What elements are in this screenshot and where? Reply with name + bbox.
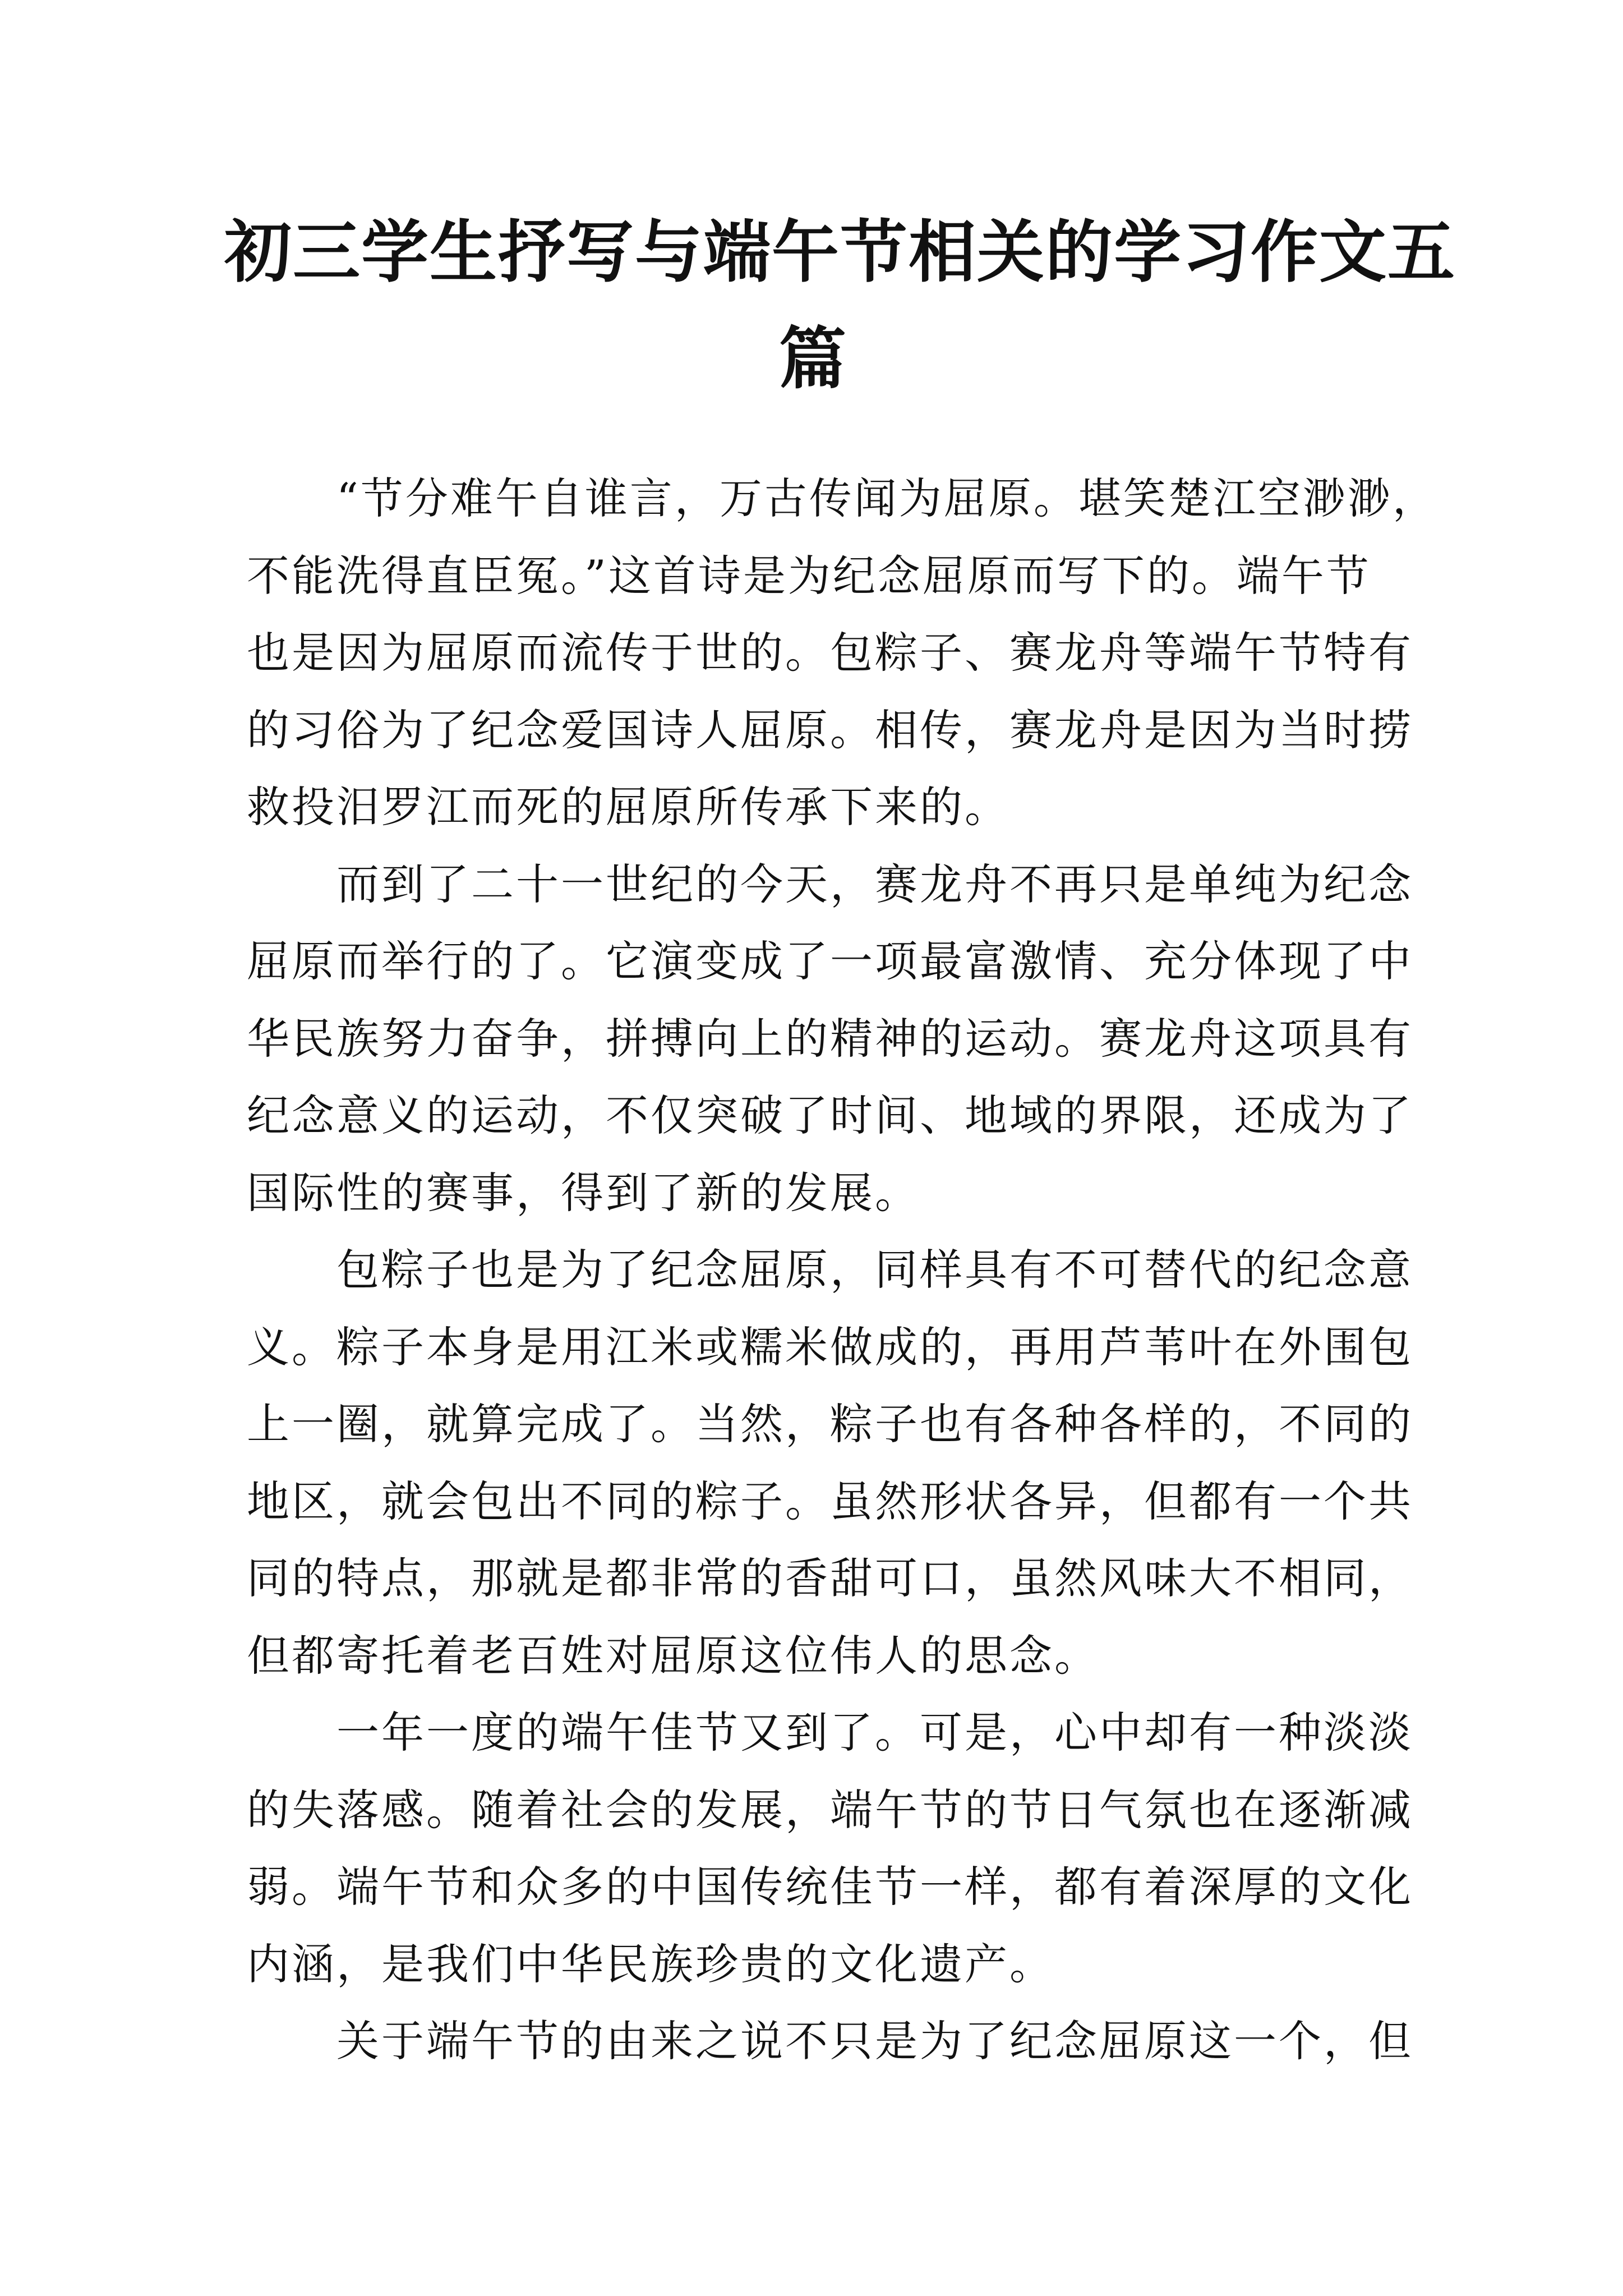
paragraph-line: 内涵，是我们中华民族珍贵的文化遗产。 [247, 1939, 1054, 1989]
paragraph-line: 一年一度的端午佳节又到了。可是，心中却有一种淡淡 [247, 1708, 1413, 1757]
paragraph-line: 同的特点，那就是都非常的香甜可口，虽然风味大不相同， [247, 1553, 1413, 1603]
paragraph-line: “节分难午自谁言，万古传闻为屈原。堪笑楚江空渺渺， [247, 473, 1437, 523]
paragraph-line: 的习俗为了纪念爱国诗人屈原。相传，赛龙舟是因为当时捞 [247, 705, 1413, 755]
paragraph-line: 救投汨罗江而死的屈原所传承下来的。 [247, 782, 1009, 832]
paragraph-line: 不能洗得直臣冤。”这首诗是为纪念屈原而写下的。端午节 [247, 550, 1371, 601]
paragraph-line: 地区，就会包出不同的粽子。虽然形状各异，但都有一个共 [247, 1476, 1413, 1526]
paragraph-line: 华民族努力奋争，拼搏向上的精神的运动。赛龙舟这项具有 [247, 1013, 1413, 1064]
title-line-1: 初三学生抒写与端午节相关的学习作文五 [224, 213, 1456, 292]
title-line-2: 篇 [779, 319, 847, 398]
paragraph-line: 包粽子也是为了纪念屈原，同样具有不可替代的纪念意 [247, 1245, 1413, 1295]
paragraph-line: 弱。端午节和众多的中国传统佳节一样，都有着深厚的文化 [247, 1862, 1413, 1912]
paragraph-line: 义。粽子本身是用江米或糯米做成的，再用芦苇叶在外围包 [247, 1322, 1413, 1372]
document-title [224, 199, 1456, 412]
paragraph-line: 屈原而举行的了。它演变成了一项最富激情、充分体现了中 [247, 936, 1413, 986]
paragraph-line: 关于端午节的由来之说不只是为了纪念屈原这一个，但 [247, 2016, 1413, 2066]
paragraph-line: 但都寄托着老百姓对屈原这位伟人的思念。 [247, 1630, 1099, 1681]
paragraph-line: 的失落感。随着社会的发展，端午节的节日气氛也在逐渐减 [247, 1784, 1413, 1835]
paragraph-line: 上一圈，就算完成了。当然，粽子也有各种各样的，不同的 [247, 1399, 1413, 1449]
document-body [247, 460, 1437, 2080]
paragraph-line: 国际性的赛事，得到了新的发展。 [247, 1167, 920, 1218]
paragraph-line: 纪念意义的运动，不仅突破了时间、地域的界限，还成为了 [247, 1091, 1413, 1140]
paragraph-line: 而到了二十一世纪的今天，赛龙舟不再只是单纯为纪念 [247, 859, 1413, 909]
paragraph-line: 也是因为屈原而流传于世的。包粽子、赛龙舟等端午节特有 [247, 628, 1413, 678]
